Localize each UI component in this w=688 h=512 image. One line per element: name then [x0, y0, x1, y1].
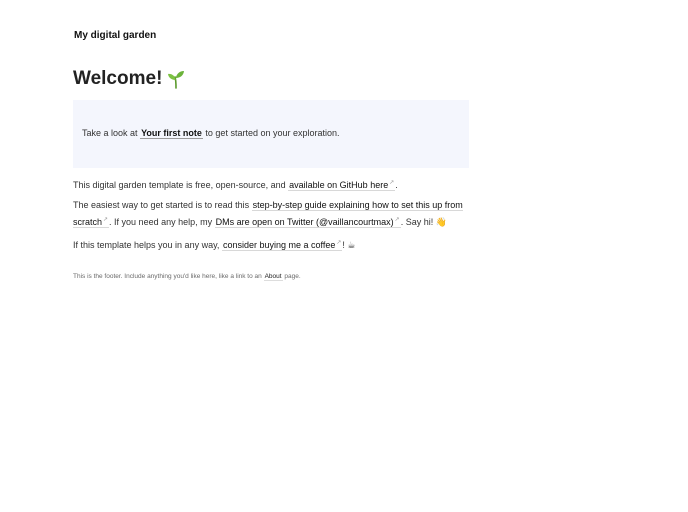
about-link[interactable]: About: [264, 273, 282, 280]
coffee-text: If this template helps you in any way,: [73, 240, 220, 250]
coffee-link-label: consider buying me a coffee: [222, 240, 336, 250]
getting-started-text: The easiest way to get started is to read this: [73, 200, 250, 210]
twitter-dm-link-label: DMs are open on Twitter (@vaillancourtmax): [215, 217, 394, 227]
getting-started-paragraph: [73, 198, 473, 230]
external-link-icon: ↗: [389, 180, 395, 186]
say-hi-text: . Say hi! 👋: [400, 217, 447, 227]
callout-box: [73, 100, 469, 168]
help-text: . If you need any help, my: [109, 217, 213, 227]
external-link-icon: ↗: [394, 217, 400, 223]
site-title-link[interactable]: My digital garden: [74, 30, 157, 41]
setup-guide-link-label: step-by-step guide explaining how to set this up from scratch: [73, 200, 463, 227]
coffee-link[interactable]: [222, 240, 342, 251]
callout-suffix: to get started on your exploration.: [205, 128, 340, 138]
github-link-label: available on GitHub here: [289, 180, 389, 190]
footer-text: This is the footer. Include anything you'd like here, like a link to an: [73, 273, 262, 280]
first-note-link[interactable]: Your first note: [141, 128, 202, 138]
page-footer: [73, 273, 301, 280]
footer-suffix: page.: [284, 273, 301, 280]
external-link-icon: ↗: [336, 240, 342, 246]
github-link[interactable]: [288, 180, 395, 191]
intro-text: This digital garden template is free, open-source, and: [73, 180, 286, 190]
page-heading: [73, 68, 186, 90]
coffee-paragraph: [73, 236, 473, 253]
external-link-icon: ↗: [103, 217, 109, 223]
page-title: Welcome!: [73, 68, 163, 89]
coffee-suffix: ! ☕: [342, 240, 356, 250]
intro-suffix: .: [395, 180, 398, 190]
twitter-dm-link[interactable]: [215, 217, 401, 228]
intro-paragraph: [73, 176, 473, 193]
sprout-icon: [166, 69, 186, 89]
callout-prefix: Take a look at: [82, 128, 138, 138]
